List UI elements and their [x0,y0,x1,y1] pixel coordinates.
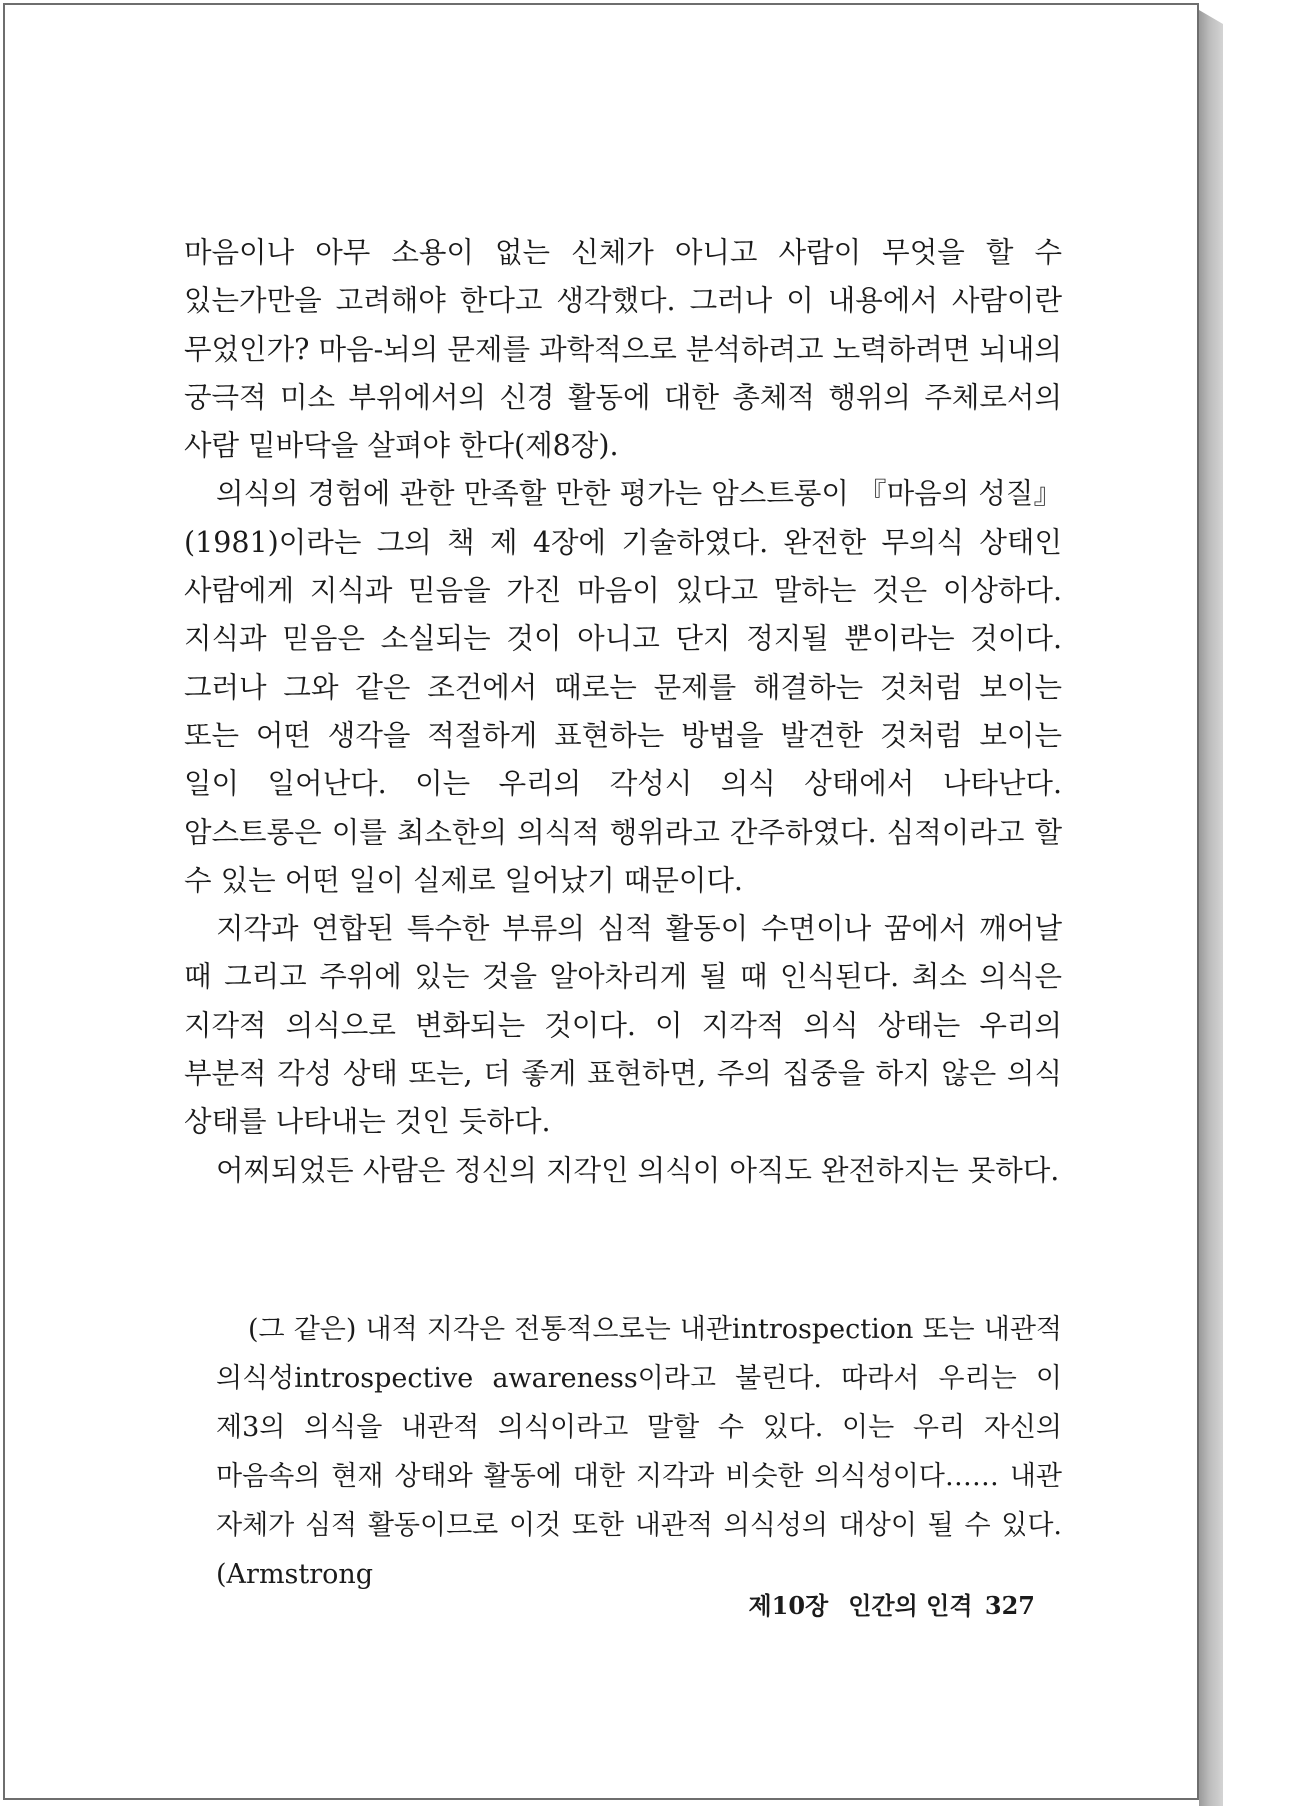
page-number: 327 [984,1591,1035,1620]
block-quote [216,1305,1062,1599]
chapter-title: 인간의 인격 [848,1591,973,1620]
paragraph: 마음이나 아무 소용이 없는 신체가 아니고 사람이 무엇을 할 수 있는가만을 고려해야 한다고 생각했다. 그러나 이 내용에서 사람이란 무었인가? 마음-뇌의 문제를 과학적으로 분석하려고 노력하려면 뇌내의 궁극적 미소 부위에서의 신경 활동에 대한 총체적 행위의 주체로서의 사람 밑바닥을 살펴야 한다(제8장). [184,236,1062,463]
paragraph: 지각과 연합된 특수한 부류의 심적 활동이 수면이나 꿈에서 깨어날 때 그리고 주위에 있는 것을 알아차리게 될 때 인식된다. 최소 의식은 지각적 의식으로 변화되는 것이다. 이 지각적 의식 상태는 우리의 부분적 각성 상태 또는, 더 좋게 표현하면, 주의 집중을 하지 않은 의식 상태를 나타내는 것인 듯하다. [184,912,1062,1139]
quote-paragraph: (그 같은) 내적 지각은 전통적으로는 내관introspection 또는 내관적 의식성introspective awareness이라고 불린다. 따라서 우리는 이 제3의 의식을 내관적 의식이라고 말할 수 있다. 이는 우리 자신의 마음속의 현재 상태와 활동에 대한 지각과 비슷한 의식성이다…… 내관 자체가 심적 활동이므로 이것 또한 내관적 의식성의 대상이 될 수 있다.(Armstrong [216,1314,1062,1590]
paragraph: 어찌되었든 사람은 정신의 지각인 의식이 아직도 완전하지는 못하다. [216,1153,1060,1187]
chapter-label: 제10장 [748,1591,829,1620]
page-edge-shadow [1199,10,1223,1806]
paragraph: 의식의 경험에 관한 만족할 만한 평가는 암스트롱이 『마음의 성질』(1981)이라는 그의 책 제 4장에 기술하였다. 완전한 무의식 상태인 사람에게 지식과 믿음을 가진 마음이 있다고 말하는 것은 이상하다. 지식과 믿음은 소실되는 것이 아니고 단지 정지될 뿐이라는 것이다. 그러나 그와 같은 조건에서 때로는 문제를 해결하는 것처럼 보이는 또는 어떤 생각을 적절하게 표현하는 방법을 발견한 것처럼 보이는 일이 일어난다. 이는 우리의 각성시 의식 상태에서 나타난다. 암스트롱은 이를 최소한의 의식적 행위라고 간주하였다. 심적이라고 할 수 있는 어떤 일이 실제로 일어났기 때문이다. [184,477,1062,897]
page-footer [748,1586,1035,1621]
body-text [184,229,1062,1195]
